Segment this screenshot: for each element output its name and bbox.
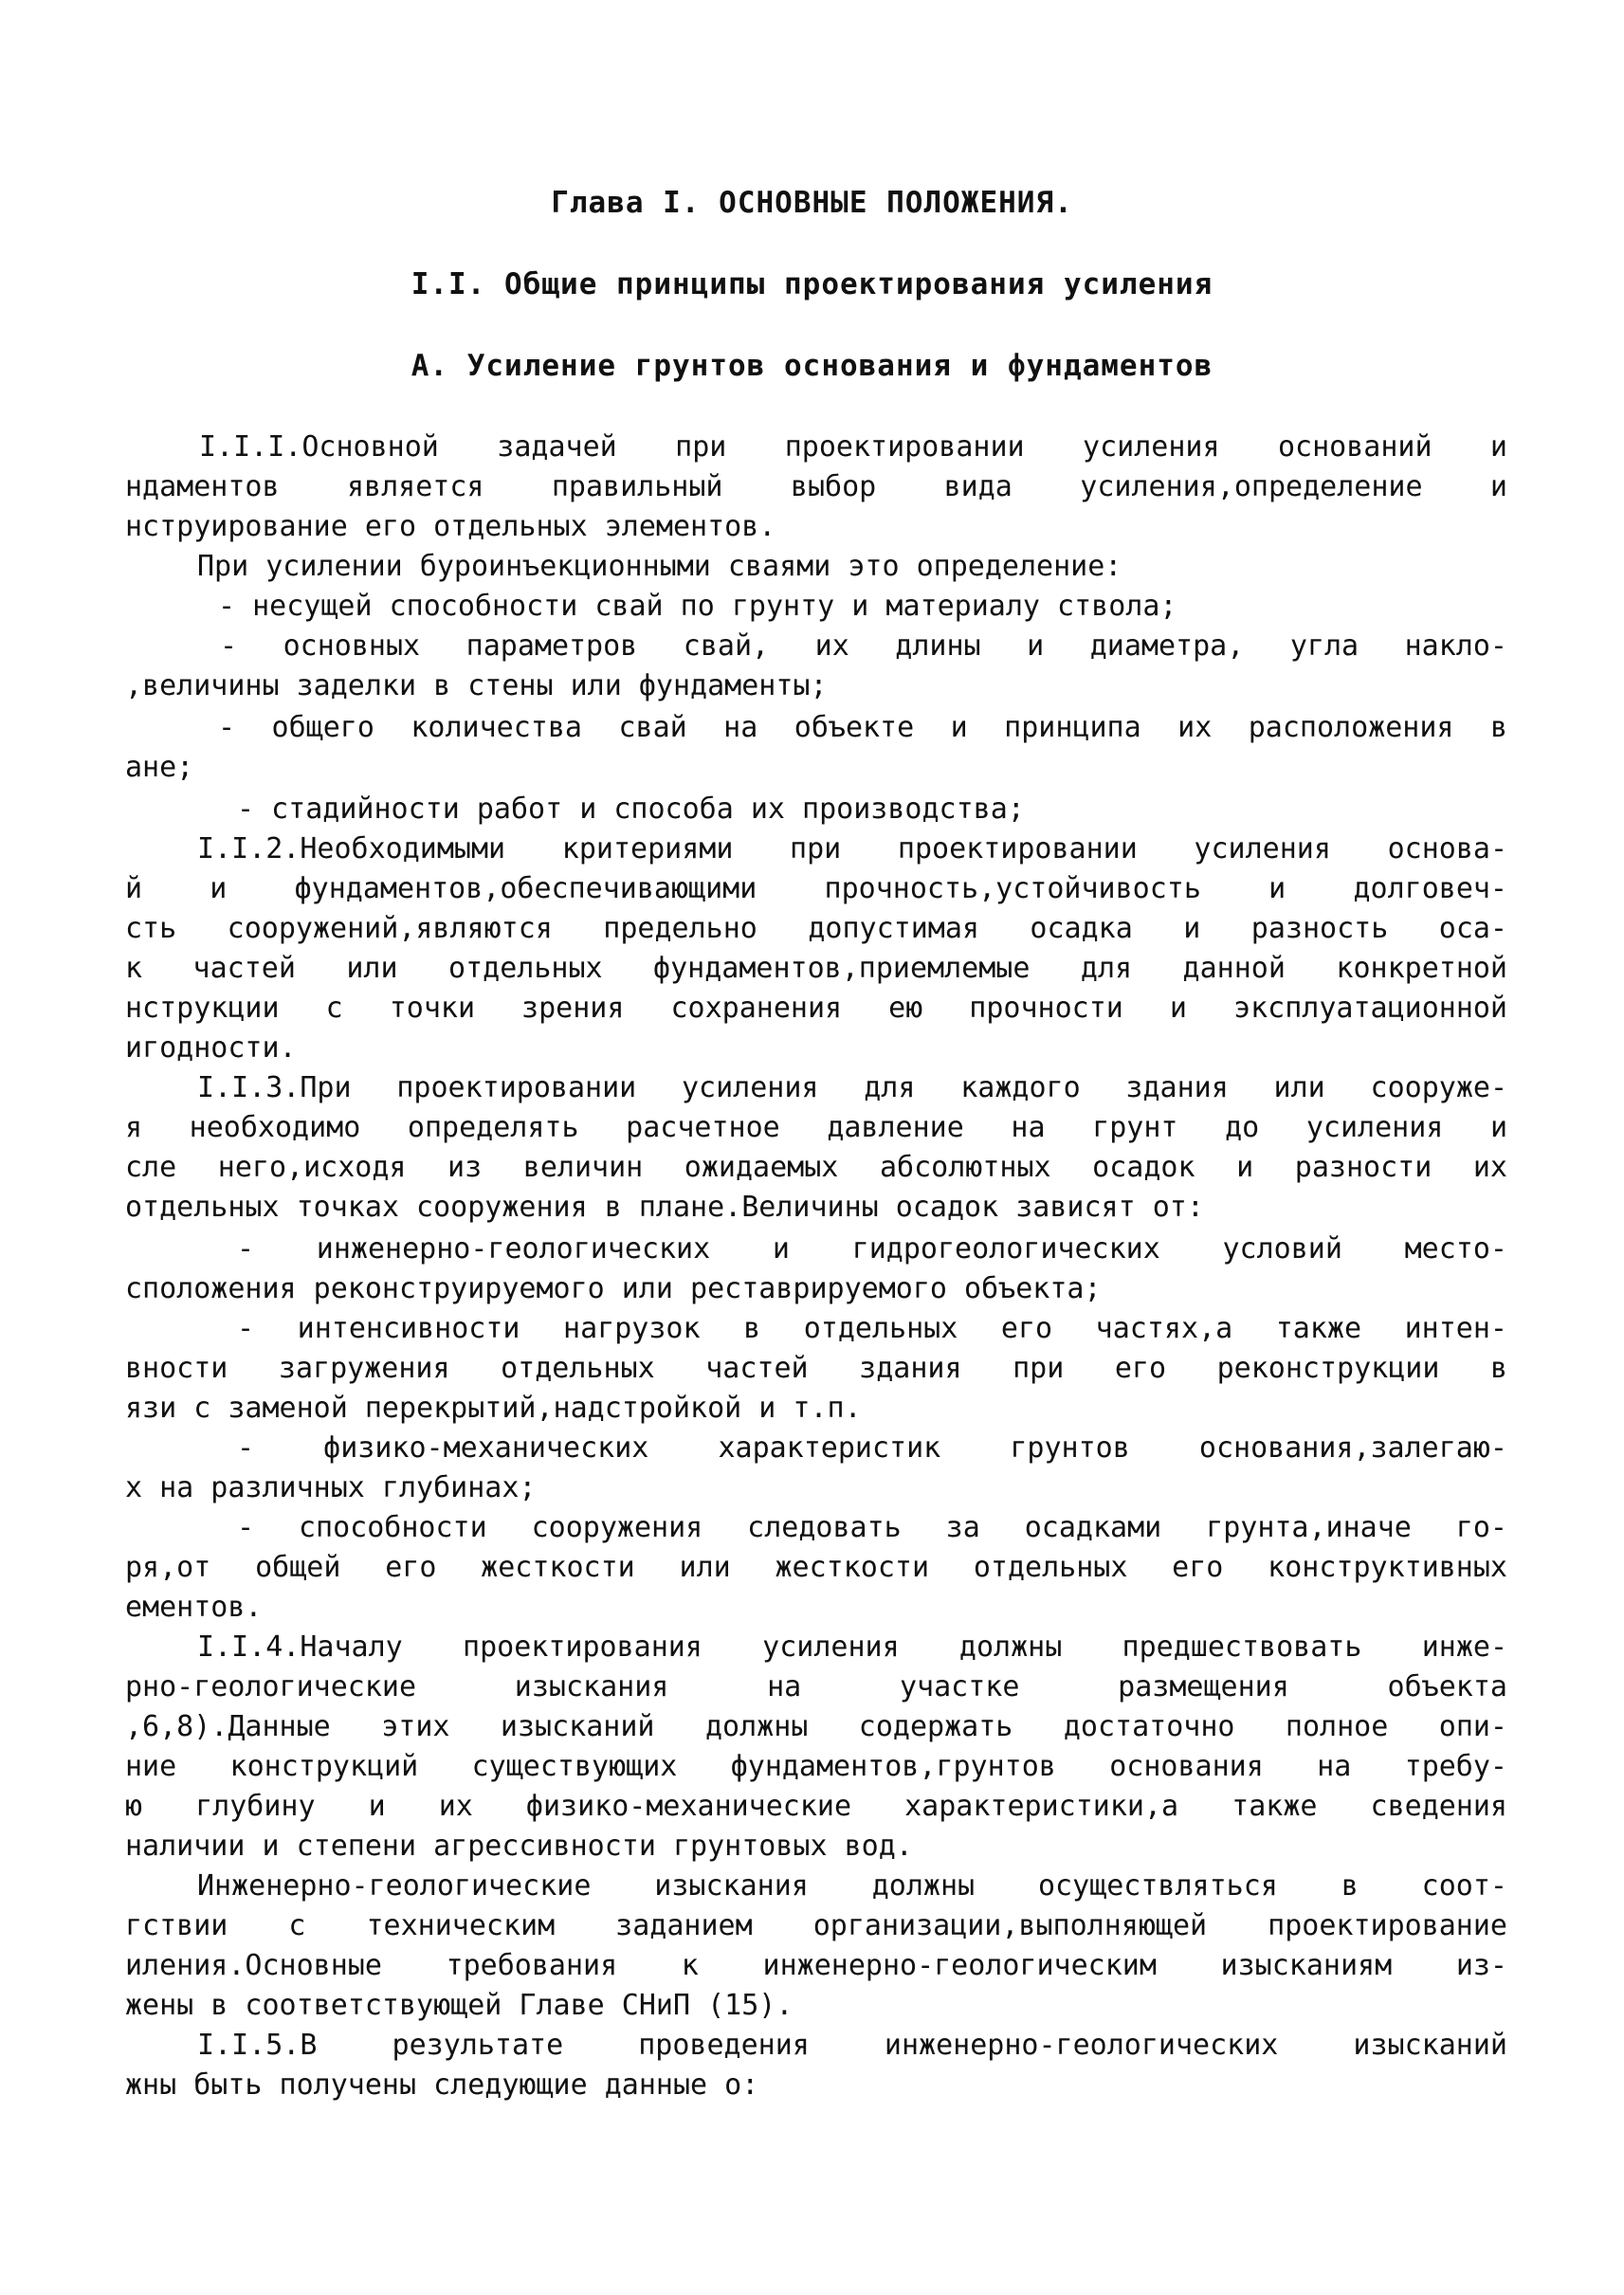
chapter-title: Глава I. ОСНОВНЫЕ ПОЛОЖЕНИЯ. <box>551 186 1073 220</box>
text-line: I.I.3.При проектировании усиления для каждого здания или сооруже- <box>197 1071 1507 1104</box>
text-line: - интенсивности нагрузок в отдельных его частях,а также интен- <box>237 1312 1507 1345</box>
text-line: - способности сооружения следовать за осадками грунта,иначе го- <box>237 1511 1507 1544</box>
text-line: х на различных глубинах; <box>125 1471 537 1504</box>
text-line: сле него,исходя из величин ожидаемых абсолютных осадок и разности их <box>125 1151 1507 1184</box>
text-line: вности загружения отдельных частей здания при его реконструкции в <box>125 1352 1507 1385</box>
text-line: I.I.4.Началу проектирования усиления должны предшествовать инже- <box>197 1630 1507 1664</box>
text-line: ,величины заделки в стены или фундаменты; <box>125 669 828 702</box>
text-line: I.I.2.Необходимыми критериями при проектировании усиления основа- <box>197 832 1507 865</box>
text-line: я необходимо определять расчетное давление на грунт до усиления и <box>125 1111 1507 1144</box>
text-line: нструирование его отдельных элементов. <box>125 510 776 543</box>
text-line: иления.Основные требования к инженерно-геологическим изысканиям из- <box>125 1949 1507 1982</box>
text-line: ря,от общей его жесткости или жесткости отдельных его конструктивных <box>125 1551 1507 1584</box>
text-line: - несущей способности свай по грунту и материалу ствола; <box>218 590 1177 623</box>
text-line: I.I.I.Основной задачей при проектировании усиления оснований и <box>199 430 1507 464</box>
subsection-title: А. Усиление грунтов основания и фундаментов <box>411 349 1213 383</box>
text-line: - физико-механических характеристик грунтов основания,залегаю- <box>237 1431 1507 1465</box>
text-line: ние конструкций существующих фундаментов,грунтов основания на требу- <box>125 1750 1507 1783</box>
text-line: отдельных точках сооружения в плане.Величины осадок зависят от: <box>125 1191 1204 1224</box>
text-line: ане; <box>125 751 194 784</box>
text-line: сположения реконструируемого или реставрируемого объекта; <box>125 1272 1102 1305</box>
text-line: язи с заменой перекрытий,надстройкой и т.п. <box>125 1392 862 1425</box>
text-line: ементов. <box>125 1591 263 1624</box>
text-line: ю глубину и их физико-механические характеристики,а также сведения <box>125 1790 1507 1823</box>
text-line: жены в соответствующей Главе СНиП (15). <box>125 1989 794 2022</box>
text-line: сть сооружений,являются предельно допустимая осадка и разность оса- <box>125 912 1507 945</box>
text-line: I.I.5.В результате проведения инженерно-геологических изысканий <box>197 2029 1507 2062</box>
text-line: При усилении буроинъекционными сваями это определение: <box>197 550 1122 583</box>
text-line: Инженерно-геологические изыскания должны осуществляться в соот- <box>197 1869 1507 1903</box>
text-line: рно-геологические изыскания на участке размещения объекта <box>125 1670 1507 1703</box>
text-line: наличии и степени агрессивности грунтовых вод. <box>125 1830 913 1863</box>
text-line: к частей или отдельных фундаментов,приемлемые для данной конкретной <box>125 952 1507 985</box>
text-line: - стадийности работ и способа их производства; <box>237 792 1025 826</box>
text-line: ,6,8).Данные этих изысканий должны содержать достаточно полное опи- <box>125 1710 1507 1743</box>
text-line: нструкции с точки зрения сохранения ею прочности и эксплуатационной <box>125 992 1507 1025</box>
text-line: игодности. <box>125 1031 297 1065</box>
text-line: гствии с техническим заданием организации,выполняющей проектирование <box>125 1909 1507 1942</box>
text-line: й и фундаментов,обеспечивающими прочность,устойчивость и долговеч- <box>125 872 1507 905</box>
section-title: I.I. Общие принципы проектирования усиления <box>411 267 1213 301</box>
text-line: - инженерно-геологических и гидрогеологических условий место- <box>237 1232 1507 1266</box>
text-line: - общего количества свай на объекте и принципа их расположения в <box>218 711 1507 744</box>
text-line: жны быть получены следующие данные о: <box>125 2068 759 2102</box>
text-line: ндаментов является правильный выбор вида усиления,определение и <box>125 470 1507 503</box>
text-line: - основных параметров свай, их длины и диаметра, угла накло- <box>220 629 1507 663</box>
